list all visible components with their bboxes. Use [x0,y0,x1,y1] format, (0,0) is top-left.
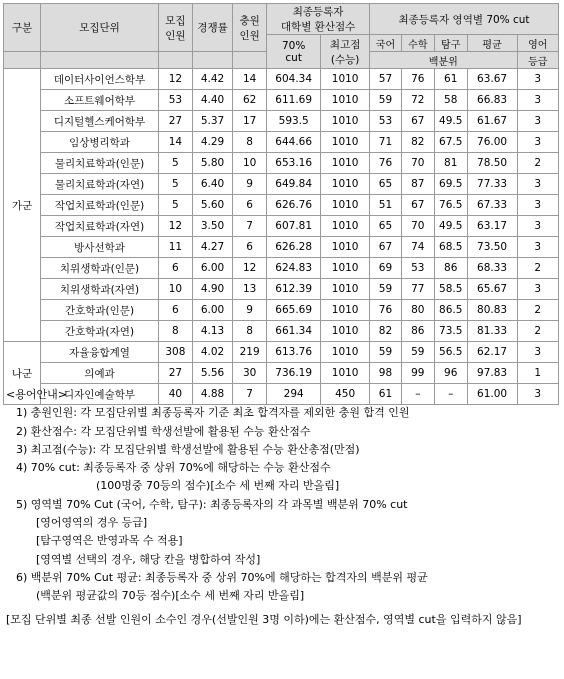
table-row [4,216,559,237]
note-item: 4) 70% cut: 최종등록자 중 상위 70%에 해당하는 수능 환산점수 [16,461,331,475]
cell-max-score: 1010 [321,174,370,195]
cell-average: 61.67 [467,111,517,132]
table-row [4,69,559,90]
cell-extra: 14 [233,69,267,90]
unit-name: 디자인예술학부 [41,384,159,405]
cell-competition: 4.29 [192,132,232,153]
table-row [4,363,559,384]
note-item: (100명중 70등의 점수)[소수 세 번째 자리 반올림] [96,479,340,493]
cell-korean: 53 [370,111,402,132]
cell-quota: 53 [158,90,192,111]
cell-korean: 61 [370,384,402,405]
cell-cut70: 653.16 [267,153,321,174]
cell-english-grade: 3 [517,174,558,195]
cell-math: 80 [401,300,434,321]
table-row [4,90,559,111]
cell-math: 77 [401,279,434,300]
cell-average: 62.17 [467,342,517,363]
cell-inquiry: 49.5 [434,111,467,132]
table-row [4,195,559,216]
unit-name: 소프트웨어학부 [41,90,159,111]
cell-competition: 4.40 [192,90,232,111]
group-label: 나군 [4,342,41,405]
unit-name: 디지털헬스케어학부 [41,111,159,132]
cell-korean: 82 [370,321,402,342]
cell-math: 87 [401,174,434,195]
cell-inquiry: 73.5 [434,321,467,342]
cell-inquiry: 61 [434,69,467,90]
unit-name: 치위생학과(자연) [41,279,159,300]
cell-english-grade: 3 [517,90,558,111]
cell-quota: 5 [158,195,192,216]
table-row [4,342,559,363]
cell-cut70: 736.19 [267,363,321,384]
cell-competition: 5.56 [192,363,232,384]
cell-extra: 62 [233,90,267,111]
unit-name: 치위생학과(인문) [41,258,159,279]
table-row [4,174,559,195]
unit-name: 물리치료학과(인문) [41,153,159,174]
cell-inquiry: 86.5 [434,300,467,321]
cell-average: 63.67 [467,69,517,90]
header-english: 영어 [517,35,558,52]
cell-math: 74 [401,237,434,258]
cell-quota: 27 [158,111,192,132]
cell-english-grade: 2 [517,153,558,174]
cell-quota: 10 [158,279,192,300]
cell-extra: 9 [233,174,267,195]
header-extra: 충원 인원 [233,4,267,52]
unit-name: 의예과 [41,363,159,384]
header-unit: 모집단위 [41,4,159,52]
cell-max-score: 1010 [321,132,370,153]
cell-extra: 17 [233,111,267,132]
cell-inquiry: 68.5 [434,237,467,258]
cell-extra: 6 [233,195,267,216]
cell-english-grade: 3 [517,384,558,405]
cell-korean: 71 [370,132,402,153]
header-gubun: 구분 [4,4,41,52]
cell-extra: 8 [233,321,267,342]
cell-math: 70 [401,216,434,237]
unit-name: 작업치료학과(인문) [41,195,159,216]
cell-average: 65.67 [467,279,517,300]
cell-korean: 57 [370,69,402,90]
cell-extra: 6 [233,237,267,258]
cell-english-grade: 2 [517,258,558,279]
cell-extra: 13 [233,279,267,300]
cell-inquiry: 56.5 [434,342,467,363]
cell-math: 53 [401,258,434,279]
unit-name: 작업치료학과(자연) [41,216,159,237]
cell-korean: 76 [370,153,402,174]
cell-english-grade: 3 [517,111,558,132]
cell-competition: 5.80 [192,153,232,174]
cell-competition: 4.27 [192,237,232,258]
cell-inquiry: 49.5 [434,216,467,237]
cell-max-score: 1010 [321,363,370,384]
header-avg: 평균 [467,35,517,52]
table-row [4,132,559,153]
cell-max-score: 1010 [321,342,370,363]
cell-competition: 5.37 [192,111,232,132]
note-item: (백분위 평균값의 70등 점수)[소수 세 번째 자리 반올림] [36,589,305,603]
cell-quota: 8 [158,321,192,342]
header-gubun-cont [4,52,41,69]
notes-footer: [모집 단위별 최종 선발 인원이 소수인 경우(선발인원 3명 이하)에는 환산점수, 영역별 cut을 입력하지 않음] [6,612,522,626]
cell-average: 78.50 [467,153,517,174]
cell-competition: 3.50 [192,216,232,237]
cell-korean: 98 [370,363,402,384]
cell-math: 67 [401,195,434,216]
cell-max-score: 1010 [321,279,370,300]
table-row [4,279,559,300]
cell-max-score: 1010 [321,258,370,279]
unit-name: 자율융합계열 [41,342,159,363]
cell-math: 72 [401,90,434,111]
cell-english-grade: 2 [517,321,558,342]
note-item: 2) 환산점수: 각 모집단위별 학생선발에 활용된 수능 환산점수 [16,424,311,438]
cell-korean: 59 [370,342,402,363]
header-inquiry: 탐구 [434,35,467,52]
cell-english-grade: 3 [517,279,558,300]
cell-max-score: 1010 [321,195,370,216]
cell-extra: 30 [233,363,267,384]
cell-math: 59 [401,342,434,363]
cell-max-score: 1010 [321,69,370,90]
cell-competition: 4.42 [192,69,232,90]
header-conv-70: 70% cut [267,35,321,69]
table-row [4,258,559,279]
cell-cut70: 661.34 [267,321,321,342]
cell-korean: 51 [370,195,402,216]
cell-math: 99 [401,363,434,384]
cell-korean: 65 [370,216,402,237]
table-row [4,237,559,258]
header-quota-cont [158,52,192,69]
terms-guide [6,386,558,629]
cell-average: 67.33 [467,195,517,216]
cell-inquiry: 81 [434,153,467,174]
cell-korean: 69 [370,258,402,279]
cell-cut70: 624.83 [267,258,321,279]
cell-quota: 5 [158,153,192,174]
cell-korean: 67 [370,237,402,258]
cell-inquiry: 58 [434,90,467,111]
header-korean: 국어 [370,35,402,52]
cell-quota: 5 [158,174,192,195]
cell-math: 86 [401,321,434,342]
note-item: [영어영역의 경우 등급] [36,516,148,530]
cell-korean: 65 [370,174,402,195]
cell-average: 97.83 [467,363,517,384]
cell-competition: 6.40 [192,174,232,195]
note-item: 3) 최고점(수능): 각 모집단위별 학생선발에 활용된 수능 환산총점(만점) [16,442,360,456]
cell-quota: 6 [158,300,192,321]
cell-cut70: 593.5 [267,111,321,132]
unit-name: 데이터사이언스학부 [41,69,159,90]
cell-max-score: 1010 [321,153,370,174]
note-item: [영역별 선택의 경우, 해당 칸을 병합하여 작성] [36,552,261,566]
notes-list [6,404,558,605]
cell-max-score: 1010 [321,321,370,342]
cell-average: 61.00 [467,384,517,405]
cell-cut70: 294 [267,384,321,405]
table-row [4,300,559,321]
header-competition: 경쟁률 [192,4,232,52]
cell-english-grade: 2 [517,300,558,321]
cell-math: – [401,384,434,405]
table-body [4,69,559,405]
admission-results-table [3,3,559,405]
cell-math: 70 [401,153,434,174]
cell-extra: 8 [233,132,267,153]
cell-korean: 59 [370,90,402,111]
cell-quota: 11 [158,237,192,258]
cell-inquiry: 86 [434,258,467,279]
cell-max-score: 1010 [321,216,370,237]
cell-average: 76.00 [467,132,517,153]
cell-max-score: 450 [321,384,370,405]
header-competition-cont [192,52,232,69]
cell-competition: 4.13 [192,321,232,342]
cell-quota: 308 [158,342,192,363]
cell-math: 82 [401,132,434,153]
unit-name: 임상병리학과 [41,132,159,153]
cell-competition: 4.88 [192,384,232,405]
cell-cut70: 649.84 [267,174,321,195]
cell-average: 68.33 [467,258,517,279]
cell-max-score: 1010 [321,300,370,321]
cell-cut70: 611.69 [267,90,321,111]
table-row [4,321,559,342]
cell-cut70: 613.76 [267,342,321,363]
cell-quota: 40 [158,384,192,405]
cell-average: 80.83 [467,300,517,321]
cell-cut70: 626.28 [267,237,321,258]
cell-quota: 12 [158,69,192,90]
notes-title: <용어안내> [6,388,67,401]
unit-name: 간호학과(인문) [41,300,159,321]
cell-average: 81.33 [467,321,517,342]
cell-extra: 219 [233,342,267,363]
cell-extra: 12 [233,258,267,279]
cell-cut70: 665.69 [267,300,321,321]
cell-quota: 12 [158,216,192,237]
cell-inquiry: 69.5 [434,174,467,195]
cell-korean: 59 [370,279,402,300]
cell-cut70: 607.81 [267,216,321,237]
note-item: 6) 백분위 70% Cut 평균: 최종등록자 중 상위 70%에 해당하는 합격자의 백분위 평균 [16,570,428,584]
header-quota: 모집 인원 [158,4,192,52]
cell-average: 77.33 [467,174,517,195]
cell-extra: 10 [233,153,267,174]
cell-english-grade: 3 [517,132,558,153]
header-english-grade: 등급 [517,52,558,69]
header-unit-cont [41,52,159,69]
header-area-cut: 최종등록자 영역별 70% cut [370,4,559,35]
note-item: 5) 영역별 70% Cut (국어, 수학, 탐구): 최종등록자의 각 과목별 백분위 70% cut [16,497,408,511]
cell-cut70: 604.34 [267,69,321,90]
cell-math: 67 [401,111,434,132]
unit-name: 방사선학과 [41,237,159,258]
table-row [4,111,559,132]
cell-extra: 7 [233,384,267,405]
cell-competition: 6.00 [192,258,232,279]
header-extra-cont [233,52,267,69]
cell-quota: 27 [158,363,192,384]
header-conv-max: 최고점 (수능) [321,35,370,69]
cell-average: 66.83 [467,90,517,111]
header-math: 수학 [401,35,434,52]
cell-average: 73.50 [467,237,517,258]
cell-competition: 4.90 [192,279,232,300]
cell-extra: 9 [233,300,267,321]
cell-cut70: 626.76 [267,195,321,216]
cell-korean: 76 [370,300,402,321]
cell-extra: 7 [233,216,267,237]
cell-inquiry: 67.5 [434,132,467,153]
cell-english-grade: 3 [517,237,558,258]
header-percentile: 백분위 [370,52,517,69]
cell-max-score: 1010 [321,111,370,132]
cell-quota: 14 [158,132,192,153]
cell-average: 63.17 [467,216,517,237]
table-row [4,153,559,174]
group-label: 가군 [4,69,41,342]
cell-competition: 5.60 [192,195,232,216]
cell-english-grade: 3 [517,195,558,216]
note-item: 1) 충원인원: 각 모집단위별 최종등록자 기준 최초 합격자를 제외한 충원 합격 인원 [16,406,410,420]
header-conv-score: 최종등록자 대학별 환산점수 [267,4,370,35]
cell-english-grade: 3 [517,69,558,90]
cell-math: 76 [401,69,434,90]
cell-inquiry: 58.5 [434,279,467,300]
cell-cut70: 644.66 [267,132,321,153]
cell-inquiry: 76.5 [434,195,467,216]
cell-inquiry: – [434,384,467,405]
cell-quota: 6 [158,258,192,279]
cell-competition: 6.00 [192,300,232,321]
cell-max-score: 1010 [321,90,370,111]
cell-english-grade: 1 [517,363,558,384]
unit-name: 물리치료학과(자연) [41,174,159,195]
table-header [4,4,559,69]
cell-max-score: 1010 [321,237,370,258]
cell-english-grade: 3 [517,342,558,363]
cell-inquiry: 96 [434,363,467,384]
cell-cut70: 612.39 [267,279,321,300]
cell-competition: 4.02 [192,342,232,363]
cell-english-grade: 3 [517,216,558,237]
unit-name: 간호학과(자연) [41,321,159,342]
note-item: [탐구영역은 반영과목 수 적용] [36,534,183,548]
